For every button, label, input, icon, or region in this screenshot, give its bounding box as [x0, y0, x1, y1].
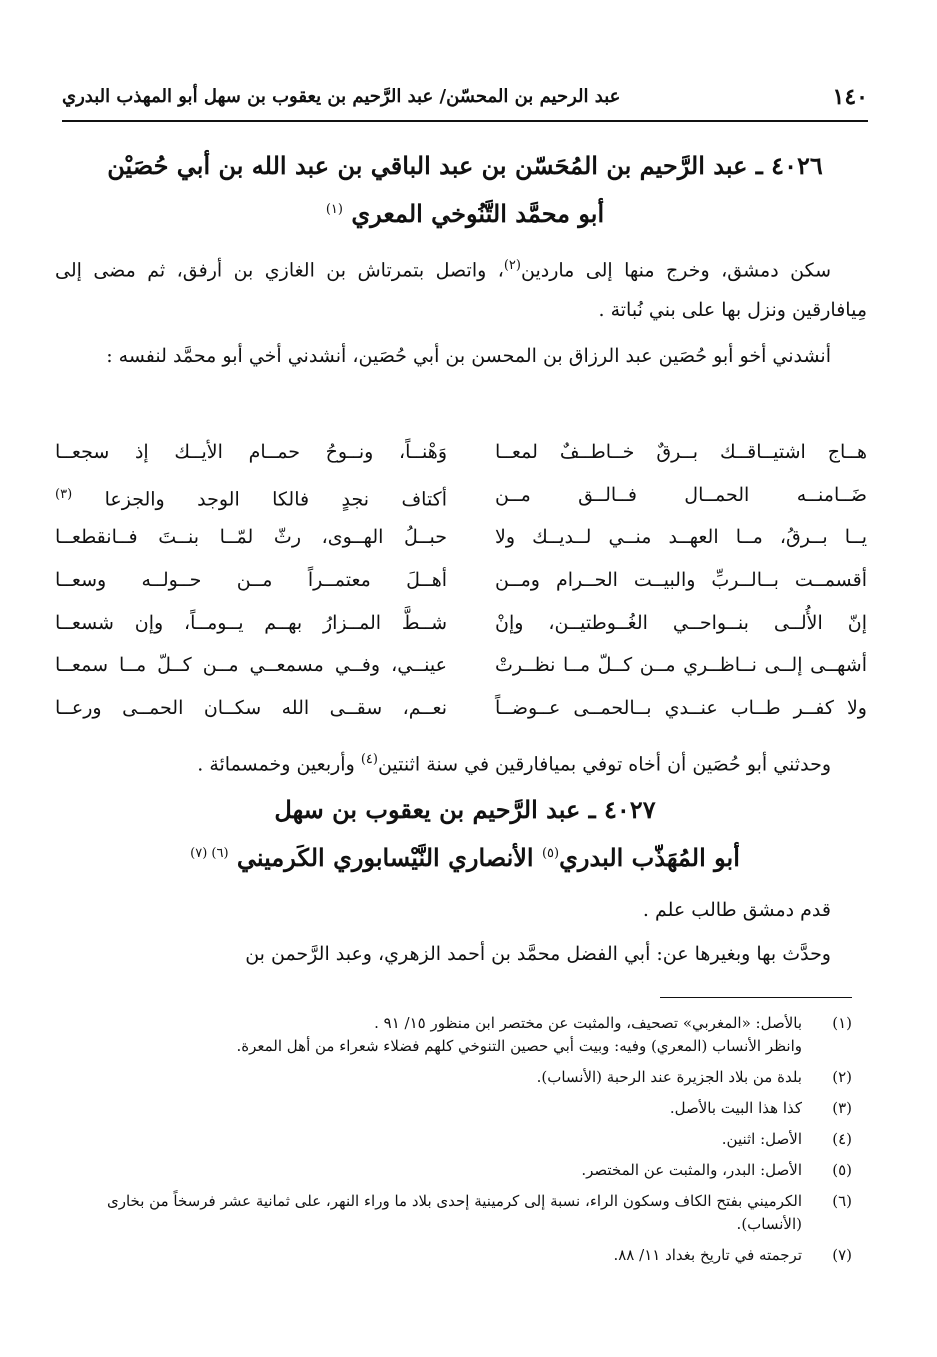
footnote — [48, 1128, 852, 1151]
footnote — [48, 1012, 852, 1058]
footnote-number: (٦) — [832, 1192, 852, 1210]
verse-first-hemistich: يــا بــرقُ، مــا العهــد منــي لــديــك ولا — [495, 526, 867, 549]
verse-row — [55, 602, 867, 645]
verse-first-hemistich: أشهــى إلــى نــاظــري مــن كــلّ مــا نظــرتْ — [495, 654, 867, 677]
entry-4027-paragraph-1: قدم دمشق طالب علم . — [642, 899, 831, 921]
entry-4026-paragraph-1: سكن دمشق، وخرج منها إلى ماردين$^{(٢)}$، واتصل بتمرتاش بن الغازي بن أرفق، ثم مضى إلى مِيافارقين ونزل بها على بني نُباتة . — [55, 258, 867, 322]
footnote — [48, 1190, 852, 1236]
verse-first-hemistich: ضَــامنــه الحمــال فــالــق مــن — [495, 483, 867, 506]
entry-4027-paragraph-2: وحدَّث بها وبغيرها عن: أبي الفضل محمَّد بن أحمد الزهري، وعبد الرَّحمن بن — [245, 943, 831, 965]
footnote-number: (٧) — [832, 1246, 852, 1264]
footnote-text: الأصل: البدر، والمثبت عن المختصر. — [581, 1161, 802, 1179]
footnote-ref: (٢) — [503, 258, 521, 273]
verse-row — [55, 431, 867, 474]
footnote-ref: (١) — [325, 202, 343, 217]
footnote-ref: (٦) (٧) — [190, 846, 229, 861]
poem — [55, 431, 867, 730]
verse-second-hemistich: نعــم، سقــى الله سكــان الحمــى ورعــا — [55, 697, 447, 720]
verse-first-hemistich: ولا كفــر طــاب عنــدي بــالحمــى عــوضــاً — [495, 697, 867, 720]
verse-first-hemistich: هــاج اشتيــاقــك بــرقٌ خــاطــفٌ لمعــا — [495, 441, 867, 463]
page-header — [62, 84, 868, 114]
footnote — [48, 1244, 852, 1267]
entry-4026-paragraph-2: أنشدني أخو أبو حُصَين عبد الرزاق بن المحسن بن أبي حُصَين، أنشدني أخي أبو محمَّد لنفسه : — [106, 345, 831, 367]
footnote-ref: (٥) — [541, 846, 560, 861]
verse-row — [55, 559, 867, 602]
footnote — [48, 1066, 852, 1089]
entry-4027-title-line1: ٤٠٢٧ ـ عبد الرَّحيم بن يعقوب بن سهل — [274, 795, 656, 824]
verse-second-hemistich: شــطَّ المــزارُ بهــم يــومــاً، وإن شسعــا — [55, 611, 447, 634]
footnote-number: (٢) — [832, 1068, 852, 1086]
verse-second-hemistich: حبــلُ الهــوى، رثّ لمّــا بنــتَ فــانقطعــا — [55, 526, 447, 549]
verse-first-hemistich: إنّ الأُلــى بنــواحــي الغُــوطتيــن، وإنْ — [495, 611, 867, 634]
verse-first-hemistich: أقسمــت بــالــربِّ والبيــت الحــرام ومــن — [495, 569, 867, 592]
running-head: عبد الرحيم بن المحسّن/ عبد الرَّحيم بن يعقوب بن سهل أبو المهذب البدري — [62, 86, 621, 107]
footnote-text: الكرميني بفتح الكاف وسكون الراء، نسبة إلى كرمينية إحدى بلاد ما وراء النهر، على ثمانية عشر فرسخاً من بخارى (الأنساب). — [107, 1192, 802, 1233]
footnote-number: (١) — [832, 1014, 852, 1032]
footnote-ref: (٣) — [55, 486, 73, 502]
header-rule — [62, 120, 868, 122]
verse-second-hemistich: أكتاف نجدٍ فالكا الوجد والجزعا $^{(٣)}$ — [55, 486, 448, 511]
entry-4027-title-line2: أبو المُهَذّب البدري$^{(٥)}$ الأنصاري النَّيْسابوري الكَرميني $^{(٦) (٧)}$ — [190, 843, 740, 872]
verse-row — [55, 687, 867, 730]
entry-4026-paragraph-3: وحدثني أبو حُصَين أن أخاه توفي بميافارقين في سنة اثنتين$^{(٤)}$ وأربعين وخمسمائة . — [197, 752, 831, 776]
page-number: ١٤٠ — [832, 84, 868, 110]
verse-row — [55, 644, 867, 687]
footnote-text: ترجمته في تاريخ بغداد ١١/ ٨٨. — [613, 1246, 802, 1264]
footnote-text: وانظر الأنساب (المعري) وفيه: وبيت أبي حصين التنوخي كلهم فضلاء شعراء من أهل المعرة. — [236, 1037, 802, 1055]
footnote — [48, 1097, 852, 1120]
footnote-rule — [660, 997, 852, 998]
verse-second-hemistich: وَهْنــاً، ونــوحُ حمــام الأيــك إذ سجعــا — [55, 441, 447, 463]
footnote-text: بلدة من بلاد الجزيرة عند الرحبة (الأنساب). — [536, 1068, 802, 1086]
footnote-text: الأصل: اثنين. — [721, 1130, 802, 1148]
footnote-number: (٥) — [832, 1161, 852, 1179]
verse-row — [55, 474, 867, 517]
footnote — [48, 1159, 852, 1182]
footnote-number: (٣) — [832, 1099, 852, 1117]
verse-second-hemistich: عينــي، وفــي مسمعــي مــن كــلّ مــا سمعــا — [55, 654, 447, 677]
entry-4026-title-line1: ٤٠٢٦ ـ عبد الرَّحيم بن المُحَسّن بن عبد الباقي بن عبد الله بن أبي حُصَيْن — [107, 151, 823, 180]
verse-second-hemistich: أهــلَ معتمــراً مــن حــولــه وسعــا — [55, 569, 447, 592]
verse-row — [55, 516, 867, 559]
footnotes — [48, 1012, 852, 1275]
footnote-ref: (٤) — [360, 752, 378, 767]
footnote-number: (٤) — [832, 1130, 852, 1148]
footnote-text: بالأصل: «المغربي» تصحيف، والمثبت عن مختصر ابن منظور ١٥/ ٩١ . — [374, 1014, 802, 1032]
footnote-text: كذا هذا البيت بالأصل. — [669, 1099, 802, 1117]
entry-4026-title-line2: أبو محمَّد التَّنُوخي المعري $^{(١)}$ — [325, 199, 605, 228]
